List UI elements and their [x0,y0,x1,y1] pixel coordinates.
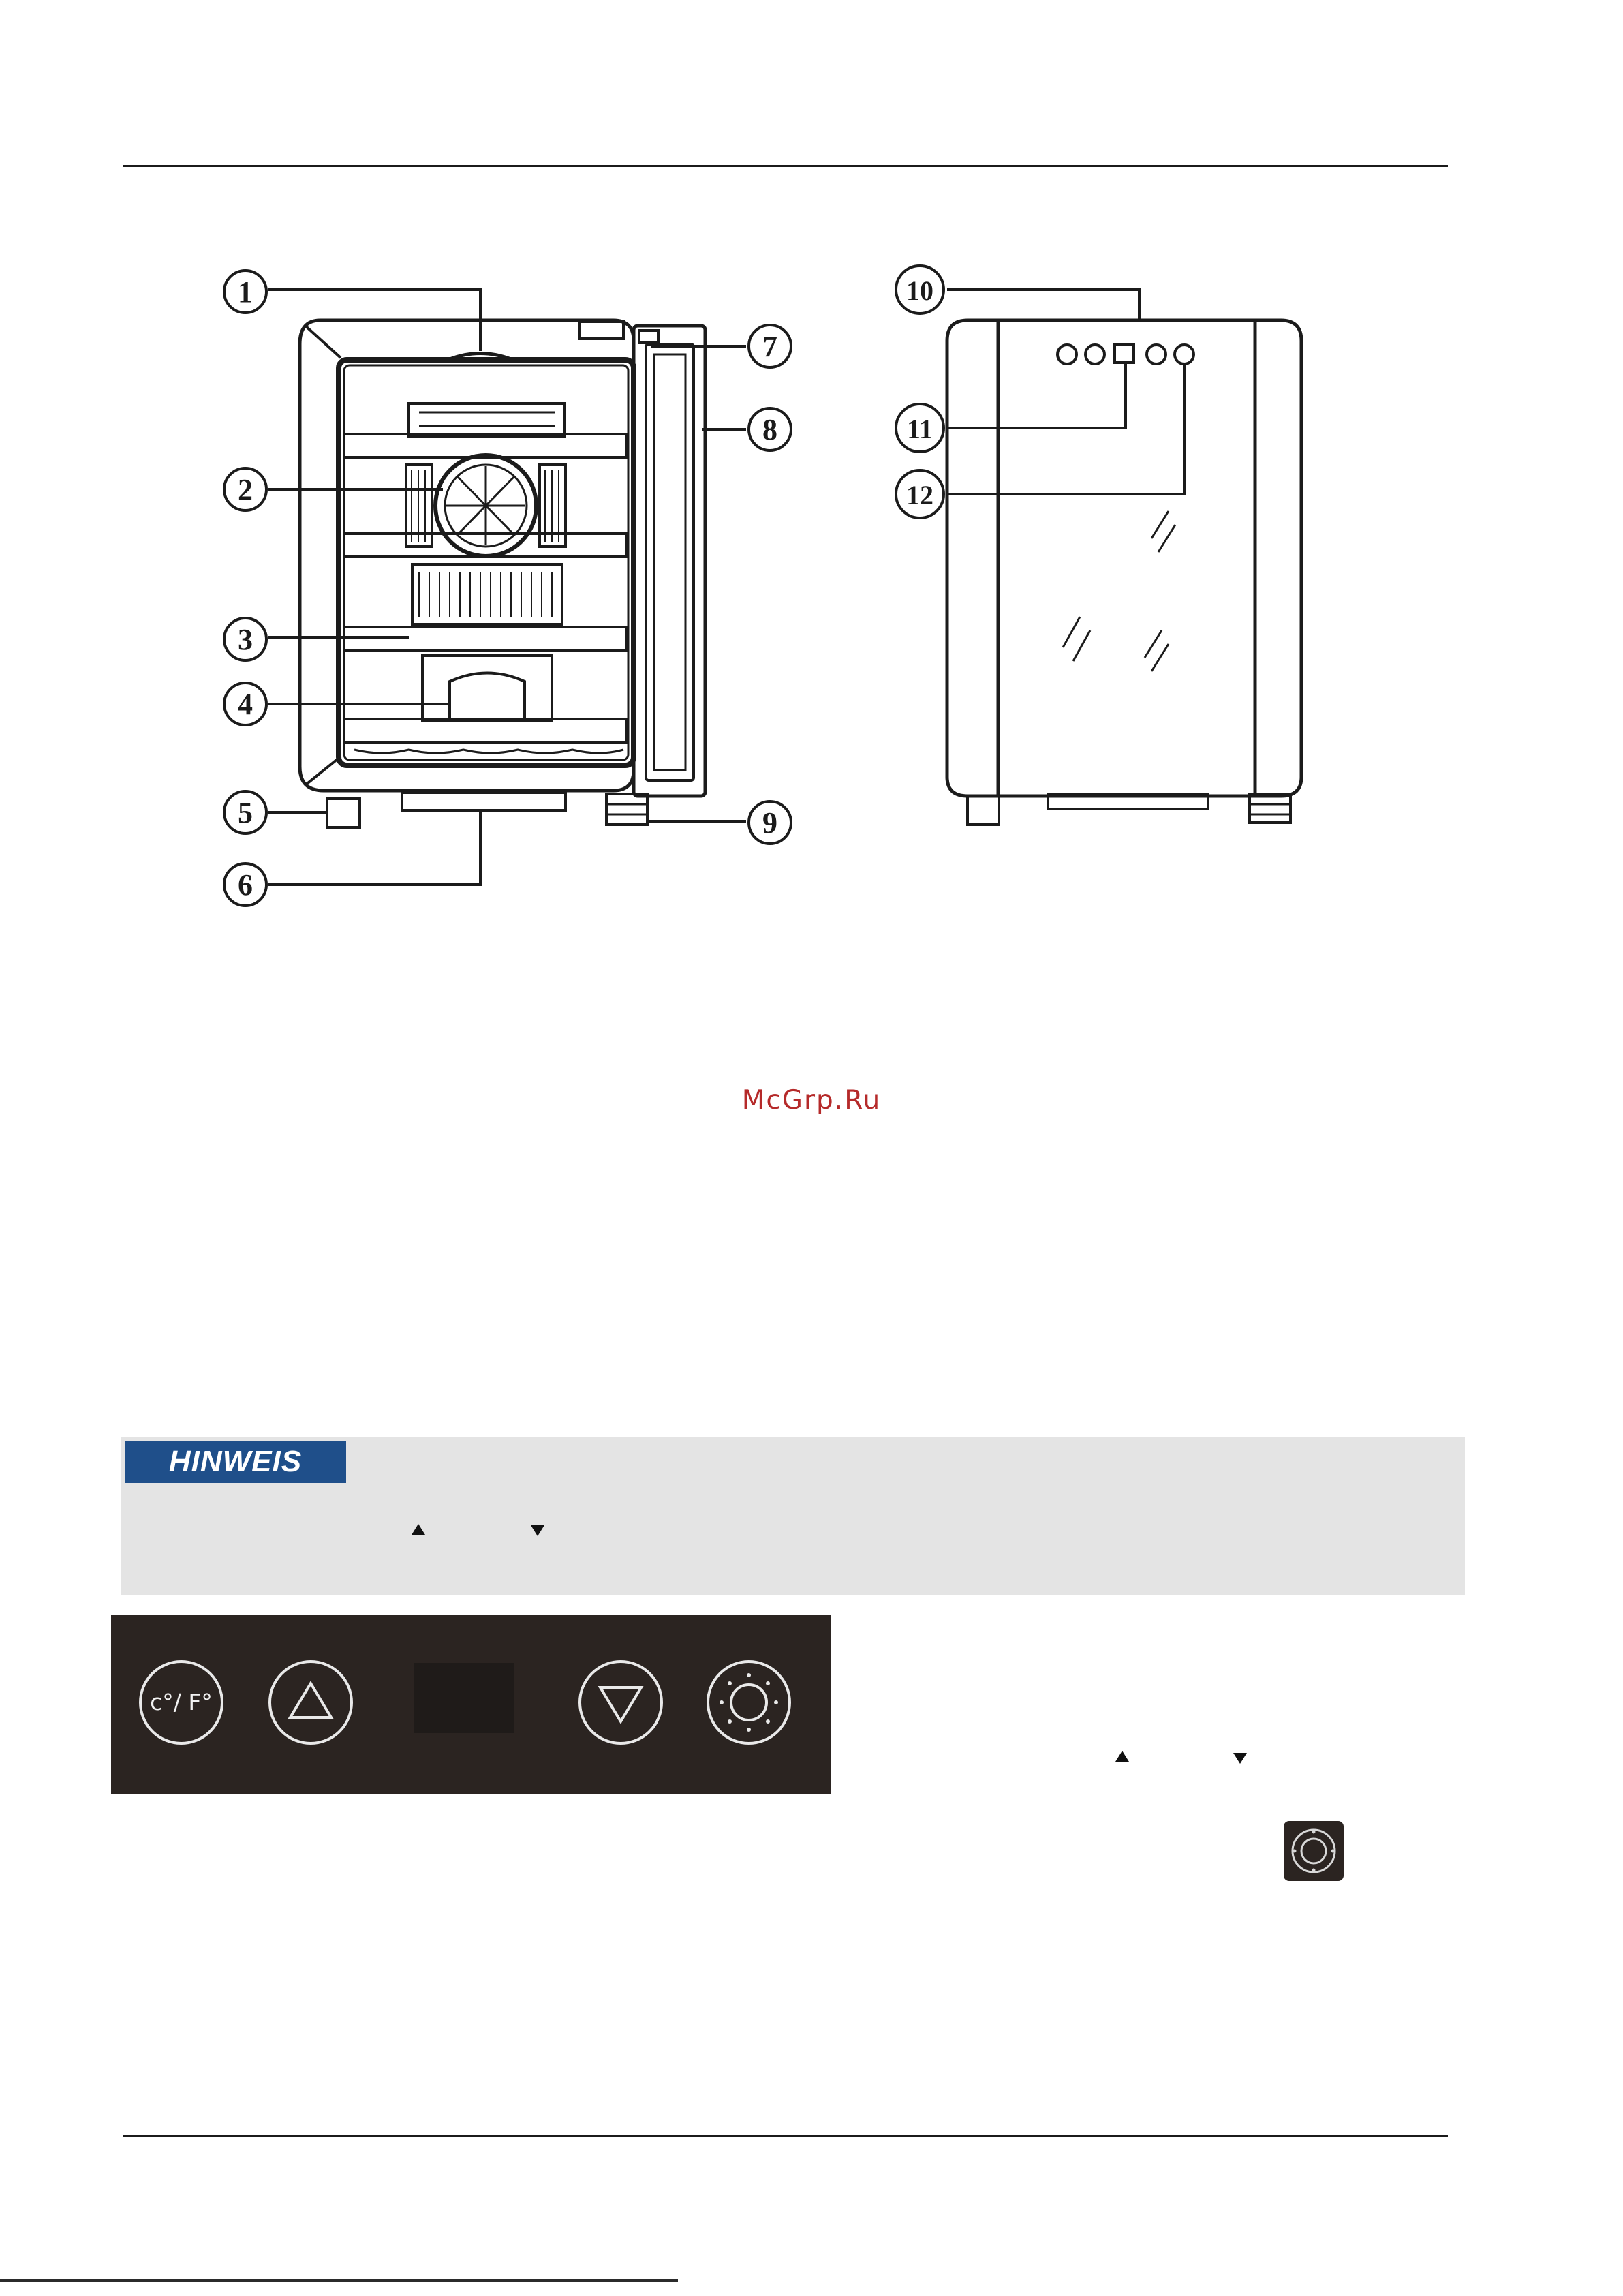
arrow-down-icon [531,1525,544,1536]
callout-9-label: 9 [762,806,777,840]
temperature-display [414,1663,514,1733]
callout-2-label: 2 [238,473,253,506]
notice-tag: HINWEIS [125,1441,346,1483]
arrow-down-icon [1233,1753,1247,1764]
callout-6-label: 6 [238,868,253,902]
callout-12-label: 12 [906,480,933,510]
light-button [707,1660,791,1745]
callout-3-label: 3 [238,623,253,656]
control-panel [111,1615,831,1794]
up-button [268,1660,353,1745]
light-icon [1284,1821,1344,1881]
callout-8-label: 8 [762,413,777,446]
arrow-up-icon [271,1663,350,1742]
appliance-diagrams [0,0,1623,954]
light-icon [709,1663,788,1742]
unit-toggle-icon: c°/ F° [150,1689,213,1715]
callout-5-label: 5 [238,796,253,829]
arrow-up-icon [412,1524,425,1535]
arrow-up-icon [1115,1751,1129,1762]
callout-7-label: 7 [762,330,777,363]
front-view-diagram [268,290,746,885]
callout-10-label: 10 [906,275,933,306]
down-button [578,1660,663,1745]
callout-1-label: 1 [238,275,253,309]
page-bottom-bar [0,2279,678,2282]
callout-4-label: 4 [238,688,253,721]
arrow-down-icon [581,1663,660,1742]
watermark-text: McGrp.Ru [741,1085,882,1116]
callout-11-label: 11 [907,414,933,444]
back-view-diagram [947,290,1301,825]
footer-rule [123,2135,1448,2137]
unit-toggle-button [139,1660,223,1745]
